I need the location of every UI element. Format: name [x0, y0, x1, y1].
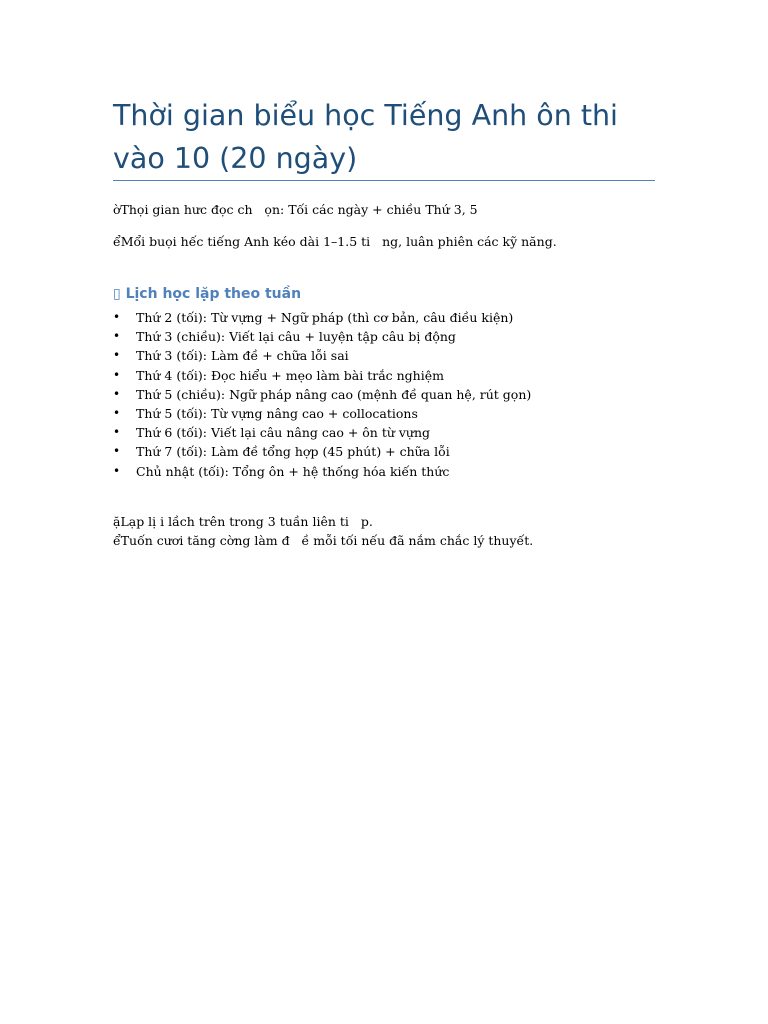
- schedule-item: [113, 385, 531, 404]
- schedule-item-text: Thứ 5 (chiều): Ngữ pháp nâng cao (mệnh đề quan hệ, rút gọn): [136, 386, 532, 402]
- schedule-item-text: Thứ 5 (tối): Từ vựng nâng cao + collocations: [136, 405, 418, 421]
- schedule-item-text: Chủ nhật (tối): Tổng ôn + hệ thống hóa kiến thức: [136, 463, 450, 479]
- final-week-note: ểTuốn cươi tăng cờng làm đ ề mỗi tối nếu đã nắm chắc lý thuyết.: [113, 533, 534, 548]
- repeat-note: ặLạp lị i lầch trên trong 3 tuần liên ti p.: [113, 514, 373, 529]
- schedule-item: [113, 366, 531, 385]
- schedule-item-text: Thứ 7 (tối): Làm đề tổng hợp (45 phút) + chữa lỗi: [136, 444, 450, 460]
- weekly-schedule-heading: ▯ Lịch học lặp theo tuần: [113, 286, 302, 302]
- schedule-item: [113, 462, 531, 481]
- bullet-icon: •: [113, 348, 121, 363]
- schedule-item-text: Thứ 4 (tối): Đọc hiểu + mẹo làm bài trắc nghiệm: [136, 367, 444, 383]
- bullet-icon: •: [113, 444, 121, 459]
- schedule-item: [113, 346, 531, 365]
- schedule-item: [113, 423, 531, 442]
- bullet-icon: •: [113, 329, 121, 344]
- title-underline: [113, 180, 655, 181]
- closing-notes: [113, 512, 533, 550]
- bullet-icon: •: [113, 310, 121, 324]
- schedule-item: [113, 327, 531, 346]
- bullet-icon: •: [113, 405, 121, 420]
- bullet-icon: •: [113, 367, 121, 382]
- schedule-item: [113, 404, 531, 423]
- schedule-item: [113, 308, 531, 327]
- schedule-item-text: Thứ 6 (tối): Viết lại câu nâng cao + ôn từ vựng: [136, 425, 431, 441]
- schedule-item-text: Thứ 3 (chiều): Viết lại câu + luyện tập câu bị động: [136, 329, 456, 345]
- schedule-item-text: Thứ 2 (tối): Từ vựng + Ngữ pháp (thì cơ bản, câu điều kiện): [136, 310, 514, 325]
- schedule-item-text: Thứ 3 (tối): Làm đề + chữa lỗi sai: [136, 348, 349, 364]
- document-title: Thời gian biểu học Tiếng Anh ôn thi vào 10 (20 ngày): [113, 99, 618, 175]
- intro-duration-note: ểMổi buọi hếc tiếng Anh kéo dài 1–1.5 ti ng, luân phiên các kỹ năng.: [113, 234, 557, 249]
- bullet-icon: •: [113, 463, 121, 478]
- weekly-schedule-list: [113, 308, 531, 481]
- schedule-item: [113, 442, 531, 461]
- bullet-icon: •: [113, 425, 121, 440]
- intro-time-note: ờThọi gian hưc đọc ch ọn: Tối các ngày + chiều Thứ 3, 5: [113, 202, 478, 217]
- bullet-icon: •: [113, 386, 121, 401]
